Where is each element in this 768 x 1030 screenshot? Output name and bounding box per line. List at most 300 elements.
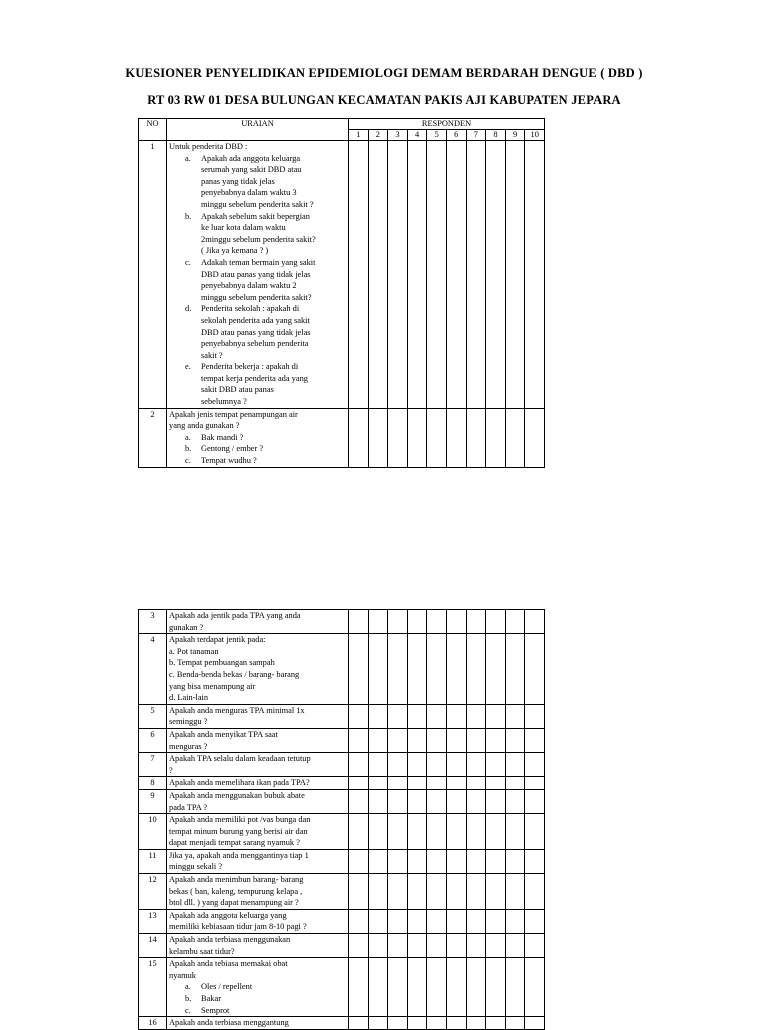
header-responden: RESPONDEN <box>349 119 545 130</box>
response-cell[interactable] <box>427 1017 447 1030</box>
response-cell[interactable] <box>407 141 427 409</box>
response-cell[interactable] <box>466 934 486 958</box>
response-cell[interactable] <box>349 634 369 705</box>
sub-item-text-line: ( Jika ya kemana ? ) <box>201 246 269 256</box>
response-cell[interactable] <box>388 777 408 790</box>
question-text <box>167 849 349 873</box>
question-text-line: Jika ya, apakah anda menggantinya tiap 1 <box>169 850 309 860</box>
sub-item <box>169 257 346 303</box>
response-cell[interactable] <box>505 141 525 409</box>
sub-item-text-line: Penderita sekolah : apakah di <box>201 304 300 314</box>
response-cell[interactable] <box>446 610 466 634</box>
sub-item <box>169 443 346 455</box>
questionnaire-table-part-1 <box>138 118 545 468</box>
response-cell[interactable] <box>427 753 447 777</box>
response-cell[interactable] <box>466 141 486 409</box>
sub-item-text-line: serumah yang sakit DBD atau <box>201 165 302 175</box>
response-cell[interactable] <box>407 704 427 728</box>
question-text-line: yang bisa menampung air <box>169 681 256 691</box>
response-cell[interactable] <box>349 777 369 790</box>
respondent-number: 10 <box>525 130 545 141</box>
header-uraian: URAIAN <box>167 119 349 141</box>
response-cell[interactable] <box>466 777 486 790</box>
sub-item-text-line: penyebabnya dalam waktu 3 <box>201 188 297 198</box>
response-cell[interactable] <box>446 634 466 705</box>
question-row <box>139 934 545 958</box>
question-text <box>167 141 349 409</box>
respondent-number: 1 <box>349 130 369 141</box>
question-row <box>139 874 545 910</box>
response-cell[interactable] <box>505 634 525 705</box>
question-text <box>167 909 349 933</box>
response-cell[interactable] <box>525 141 545 409</box>
response-cell[interactable] <box>446 141 466 409</box>
response-cell[interactable] <box>388 141 408 409</box>
question-text <box>167 1017 349 1030</box>
question-row <box>139 958 545 1017</box>
response-cell[interactable] <box>388 958 408 1017</box>
response-cell[interactable] <box>368 634 388 705</box>
response-cell[interactable] <box>446 909 466 933</box>
response-cell[interactable] <box>505 728 525 752</box>
question-text-line: bekas ( ban, kaleng, tempurung kelapa , <box>169 886 303 896</box>
response-cell[interactable] <box>427 909 447 933</box>
response-cell[interactable] <box>407 874 427 910</box>
sub-item-text-line: Adakah teman bermain yang sakit <box>201 257 316 267</box>
sub-item-marker: b. <box>185 211 192 221</box>
response-cell[interactable] <box>407 408 427 467</box>
response-cell[interactable] <box>486 777 506 790</box>
response-cell[interactable] <box>466 958 486 1017</box>
response-cell[interactable] <box>407 849 427 873</box>
response-cell[interactable] <box>427 610 447 634</box>
question-text-line: minggu sekali ? <box>169 862 223 872</box>
response-cell[interactable] <box>525 849 545 873</box>
response-cell[interactable] <box>349 1017 369 1030</box>
sub-item-marker: e. <box>185 362 191 372</box>
response-cell[interactable] <box>505 849 525 873</box>
response-cell[interactable] <box>427 934 447 958</box>
response-cell[interactable] <box>349 814 369 850</box>
response-cell[interactable] <box>525 958 545 1017</box>
response-cell[interactable] <box>349 408 369 467</box>
response-cell[interactable] <box>388 728 408 752</box>
response-cell[interactable] <box>446 777 466 790</box>
response-cell[interactable] <box>368 141 388 409</box>
sub-item-marker: b. <box>185 444 192 454</box>
response-cell[interactable] <box>505 408 525 467</box>
sub-item <box>169 153 346 211</box>
response-cell[interactable] <box>368 704 388 728</box>
question-text <box>167 777 349 790</box>
question-text-line: c. Benda-benda bekas / barang- barang <box>169 669 300 679</box>
response-cell[interactable] <box>368 610 388 634</box>
response-cell[interactable] <box>427 777 447 790</box>
response-cell[interactable] <box>486 849 506 873</box>
response-cell[interactable] <box>407 777 427 790</box>
response-cell[interactable] <box>525 408 545 467</box>
question-number: 11 <box>139 849 167 873</box>
response-cell[interactable] <box>388 610 408 634</box>
question-row <box>139 408 545 467</box>
response-cell[interactable] <box>349 958 369 1017</box>
response-cell[interactable] <box>349 728 369 752</box>
question-text-line: Apakah ada anggota keluarga yang <box>169 910 287 920</box>
response-cell[interactable] <box>525 634 545 705</box>
sub-item-text-line: tempat kerja penderita ada yang <box>201 373 308 383</box>
response-cell[interactable] <box>525 874 545 910</box>
response-cell[interactable] <box>407 789 427 813</box>
response-cell[interactable] <box>368 849 388 873</box>
response-cell[interactable] <box>525 704 545 728</box>
response-cell[interactable] <box>505 704 525 728</box>
response-cell[interactable] <box>446 874 466 910</box>
sub-item <box>169 1005 346 1017</box>
respondent-number: 6 <box>446 130 466 141</box>
sub-item <box>169 981 346 993</box>
response-cell[interactable] <box>525 1017 545 1030</box>
response-cell[interactable] <box>525 753 545 777</box>
question-text <box>167 789 349 813</box>
question-text-line: Apakah anda menggunakan bubuk abate <box>169 790 305 800</box>
question-text-line: gunakan ? <box>169 622 204 632</box>
sub-item-text-line: penyebabnya sebelum penderita <box>201 339 309 349</box>
response-cell[interactable] <box>368 1017 388 1030</box>
response-cell[interactable] <box>466 728 486 752</box>
sub-item-text-line: DBD atau panas yang tidak jelas <box>201 327 311 337</box>
response-cell[interactable] <box>466 753 486 777</box>
response-cell[interactable] <box>388 909 408 933</box>
response-cell[interactable] <box>486 909 506 933</box>
question-text <box>167 814 349 850</box>
response-cell[interactable] <box>427 634 447 705</box>
response-cell[interactable] <box>505 777 525 790</box>
question-row <box>139 1017 545 1030</box>
response-cell[interactable] <box>525 789 545 813</box>
question-text-line: menguras ? <box>169 741 208 751</box>
sub-item-list <box>169 432 346 467</box>
response-cell[interactable] <box>407 934 427 958</box>
response-cell[interactable] <box>427 958 447 1017</box>
response-cell[interactable] <box>349 753 369 777</box>
question-number: 1 <box>139 141 167 409</box>
response-cell[interactable] <box>466 408 486 467</box>
response-cell[interactable] <box>505 1017 525 1030</box>
response-cell[interactable] <box>505 958 525 1017</box>
response-cell[interactable] <box>368 777 388 790</box>
respondent-number: 8 <box>486 130 506 141</box>
response-cell[interactable] <box>505 753 525 777</box>
response-cell[interactable] <box>446 789 466 813</box>
question-text-line: Apakah anda menyikat TPA saat <box>169 729 278 739</box>
sub-item-marker: a. <box>185 432 191 442</box>
sub-item-marker: a. <box>185 153 191 163</box>
response-cell[interactable] <box>388 1017 408 1030</box>
response-cell[interactable] <box>407 753 427 777</box>
question-number: 2 <box>139 408 167 467</box>
question-number: 10 <box>139 814 167 850</box>
question-text-line: dapat menjadi tempat sarang nyamuk ? <box>169 838 300 848</box>
question-row <box>139 141 545 409</box>
response-cell[interactable] <box>486 874 506 910</box>
question-text <box>167 958 349 1017</box>
question-text-line: seminggu ? <box>169 717 208 727</box>
question-number: 6 <box>139 728 167 752</box>
response-cell[interactable] <box>446 849 466 873</box>
header-no: NO <box>139 119 167 141</box>
sub-item-text-line: penyebabnya dalam waktu 2 <box>201 281 297 291</box>
question-text-line: Apakah terdapat jentik pada: <box>169 635 266 645</box>
question-text-line: tempat minum burung yang berisi air dan <box>169 826 308 836</box>
question-text <box>167 874 349 910</box>
response-cell[interactable] <box>525 610 545 634</box>
question-number: 13 <box>139 909 167 933</box>
question-text <box>167 610 349 634</box>
question-text-line: pada TPA ? <box>169 802 208 812</box>
sub-item <box>169 303 346 361</box>
sub-item-marker: d. <box>185 304 192 314</box>
sub-item-text-line: minggu sebelum penderita sakit ? <box>201 199 314 209</box>
question-text-line: Apakah anda menimbun barang- barang <box>169 875 304 885</box>
sub-item-text-line: sakit ? <box>201 350 223 360</box>
response-cell[interactable] <box>486 610 506 634</box>
response-cell[interactable] <box>427 814 447 850</box>
sub-item-text-line: DBD atau panas yang tidak jelas <box>201 269 311 279</box>
sub-item-text-line: panas yang tidak jelas <box>201 176 275 186</box>
question-text <box>167 634 349 705</box>
response-cell[interactable] <box>349 934 369 958</box>
response-cell[interactable] <box>349 874 369 910</box>
document-subtitle: RT 03 RW 01 DESA BULUNGAN KECAMATAN PAKIS AJI KABUPATEN JEPARA <box>147 93 621 107</box>
sub-item-text-line: Penderita bekerja : apakah di <box>201 362 299 372</box>
response-cell[interactable] <box>368 408 388 467</box>
response-cell[interactable] <box>368 753 388 777</box>
response-cell[interactable] <box>368 874 388 910</box>
response-cell[interactable] <box>407 634 427 705</box>
response-cell[interactable] <box>427 728 447 752</box>
response-cell[interactable] <box>388 789 408 813</box>
sub-item-text-line: minggu sebelum penderita sakit? <box>201 292 312 302</box>
question-number: 4 <box>139 634 167 705</box>
sub-item-marker: c. <box>185 257 191 267</box>
question-text-line: Apakah anda terbiasa menggunakan <box>169 935 291 945</box>
response-cell[interactable] <box>525 728 545 752</box>
question-row <box>139 849 545 873</box>
question-row <box>139 728 545 752</box>
question-row <box>139 753 545 777</box>
response-cell[interactable] <box>466 909 486 933</box>
response-cell[interactable] <box>407 610 427 634</box>
sub-item-text-line: Oles / repellent <box>201 982 253 992</box>
question-row <box>139 610 545 634</box>
response-cell[interactable] <box>427 408 447 467</box>
question-text-line: yang anda gunakan ? <box>169 421 240 431</box>
sub-item-list <box>169 153 346 408</box>
response-cell[interactable] <box>427 789 447 813</box>
question-row <box>139 777 545 790</box>
response-cell[interactable] <box>486 408 506 467</box>
response-cell[interactable] <box>486 958 506 1017</box>
sub-item-marker: b. <box>185 994 192 1003</box>
sub-item-text-line: Bakar <box>201 994 221 1003</box>
response-cell[interactable] <box>466 814 486 850</box>
response-cell[interactable] <box>466 1017 486 1030</box>
response-cell[interactable] <box>466 874 486 910</box>
response-cell[interactable] <box>525 909 545 933</box>
question-text-line: Apakah jenis tempat penampungan air <box>169 409 298 419</box>
question-row <box>139 634 545 705</box>
question-text-line: Apakah TPA selalu dalam keadaan tetutup <box>169 754 311 764</box>
response-cell[interactable] <box>446 728 466 752</box>
question-number: 15 <box>139 958 167 1017</box>
response-cell[interactable] <box>446 958 466 1017</box>
question-text <box>167 408 349 467</box>
question-number: 14 <box>139 934 167 958</box>
question-text-line: ? <box>169 765 173 775</box>
question-text-line: Apakah ada jentik pada TPA yang anda <box>169 611 301 620</box>
question-text-line: kelambu saat tidur? <box>169 946 235 956</box>
sub-item-text-line: Apakah sebelum sakit bepergian <box>201 211 310 221</box>
question-text-line: memiliki kebiasaan tidur jam 8-10 pagi ? <box>169 922 307 932</box>
response-cell[interactable] <box>486 814 506 850</box>
response-cell[interactable] <box>446 753 466 777</box>
question-text-line: Apakah anda menguras TPA minimal 1x <box>169 705 305 715</box>
sub-item-text-line: Semprot <box>201 1005 230 1015</box>
response-cell[interactable] <box>486 634 506 705</box>
question-text-line: d. Lain-lain <box>169 693 209 703</box>
response-cell[interactable] <box>368 728 388 752</box>
question-number: 16 <box>139 1017 167 1030</box>
sub-item-marker: a. <box>185 982 191 992</box>
response-cell[interactable] <box>349 610 369 634</box>
response-cell[interactable] <box>525 934 545 958</box>
response-cell[interactable] <box>486 728 506 752</box>
response-cell[interactable] <box>446 408 466 467</box>
response-cell[interactable] <box>388 753 408 777</box>
response-cell[interactable] <box>486 753 506 777</box>
response-cell[interactable] <box>486 789 506 813</box>
sub-item-marker: c. <box>185 1005 191 1015</box>
response-cell[interactable] <box>486 704 506 728</box>
response-cell[interactable] <box>388 704 408 728</box>
question-text <box>167 753 349 777</box>
response-cell[interactable] <box>486 1017 506 1030</box>
sub-item-text-line: sekolah penderita ada yang sakit <box>201 315 310 325</box>
response-cell[interactable] <box>368 958 388 1017</box>
response-cell[interactable] <box>388 849 408 873</box>
response-cell[interactable] <box>446 934 466 958</box>
response-cell[interactable] <box>427 874 447 910</box>
questionnaire-table-part-2 <box>138 609 545 1030</box>
response-cell[interactable] <box>505 874 525 910</box>
question-number: 12 <box>139 874 167 910</box>
sub-item-text-line: 2minggu sebelum penderita sakit? <box>201 234 316 244</box>
response-cell[interactable] <box>466 634 486 705</box>
respondent-number: 2 <box>368 130 388 141</box>
question-number: 7 <box>139 753 167 777</box>
response-cell[interactable] <box>505 909 525 933</box>
question-text-line: a. Pot tanaman <box>169 646 219 656</box>
respondent-number: 9 <box>505 130 525 141</box>
response-cell[interactable] <box>446 1017 466 1030</box>
response-cell[interactable] <box>505 934 525 958</box>
response-cell[interactable] <box>427 849 447 873</box>
response-cell[interactable] <box>505 814 525 850</box>
response-cell[interactable] <box>388 634 408 705</box>
response-cell[interactable] <box>446 704 466 728</box>
response-cell[interactable] <box>466 704 486 728</box>
response-cell[interactable] <box>407 958 427 1017</box>
respondent-number: 4 <box>407 130 427 141</box>
sub-item-text-line: Gentong / ember ? <box>201 444 264 454</box>
sub-item <box>169 432 346 444</box>
response-cell[interactable] <box>388 874 408 910</box>
respondent-number: 3 <box>388 130 408 141</box>
response-cell[interactable] <box>349 789 369 813</box>
response-cell[interactable] <box>466 789 486 813</box>
question-text <box>167 934 349 958</box>
response-cell[interactable] <box>427 141 447 409</box>
question-intro: Untuk penderita DBD : <box>169 142 248 151</box>
question-text-line: Apakah anda tebiasa memakai obat <box>169 959 288 969</box>
question-row <box>139 814 545 850</box>
response-cell[interactable] <box>349 141 369 409</box>
response-cell[interactable] <box>486 934 506 958</box>
response-cell[interactable] <box>486 141 506 409</box>
sub-item-text-line: ke luar kota dalam waktu <box>201 223 286 233</box>
question-text <box>167 704 349 728</box>
response-cell[interactable] <box>407 1017 427 1030</box>
sub-item-text-line: sakit DBD atau panas <box>201 385 274 395</box>
sub-item <box>169 993 346 1005</box>
question-number: 3 <box>139 610 167 634</box>
response-cell[interactable] <box>349 909 369 933</box>
response-cell[interactable] <box>427 704 447 728</box>
response-cell[interactable] <box>407 814 427 850</box>
sub-item-text-line: Apakah ada anggota keluarga <box>201 153 301 163</box>
sub-item <box>169 361 346 407</box>
response-cell[interactable] <box>407 909 427 933</box>
response-cell[interactable] <box>349 704 369 728</box>
response-cell[interactable] <box>349 849 369 873</box>
sub-item-marker: c. <box>185 456 191 466</box>
response-cell[interactable] <box>368 909 388 933</box>
response-cell[interactable] <box>466 610 486 634</box>
sub-item-text-line: Tempat wudhu ? <box>201 456 257 466</box>
response-cell[interactable] <box>505 789 525 813</box>
question-number: 5 <box>139 704 167 728</box>
response-cell[interactable] <box>505 610 525 634</box>
question-text-line: btol dll. ) yang dapat menampung air ? <box>169 898 299 908</box>
question-text-line: nyamuk <box>169 970 196 980</box>
response-cell[interactable] <box>525 777 545 790</box>
response-cell[interactable] <box>388 934 408 958</box>
response-cell[interactable] <box>368 934 388 958</box>
question-number: 9 <box>139 789 167 813</box>
response-cell[interactable] <box>388 408 408 467</box>
sub-item <box>169 211 346 257</box>
response-cell[interactable] <box>368 789 388 813</box>
question-text <box>167 728 349 752</box>
response-cell[interactable] <box>368 814 388 850</box>
response-cell[interactable] <box>466 849 486 873</box>
response-cell[interactable] <box>388 814 408 850</box>
response-cell[interactable] <box>407 728 427 752</box>
question-row <box>139 704 545 728</box>
response-cell[interactable] <box>446 814 466 850</box>
question-text-line: Apakah anda memiliki pot /vas bunga dan <box>169 815 311 825</box>
response-cell[interactable] <box>525 814 545 850</box>
